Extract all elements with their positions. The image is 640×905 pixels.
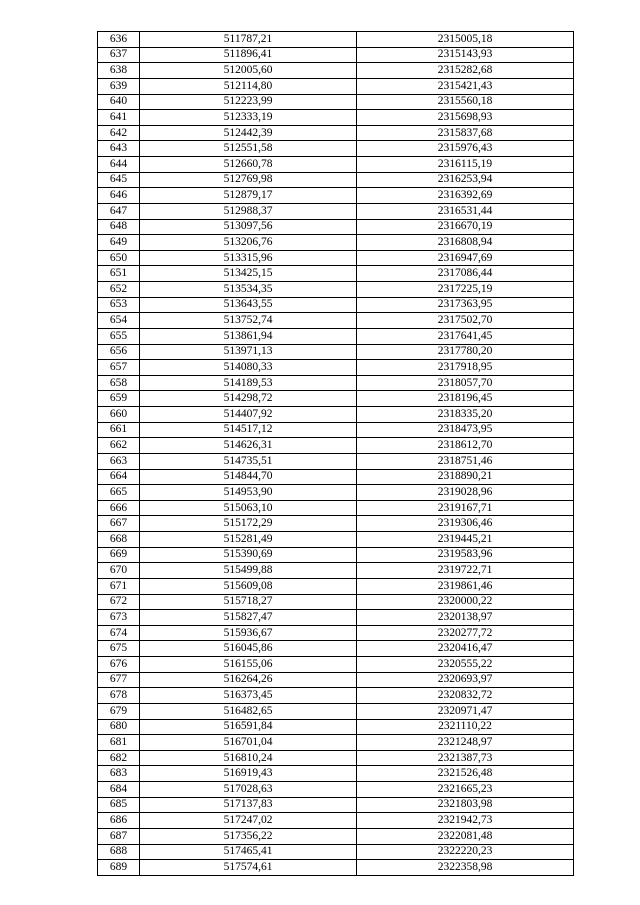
y-coordinate-cell: 2316808,94 <box>357 235 574 251</box>
table-row <box>98 32 574 48</box>
table-row <box>98 719 574 735</box>
x-coordinate-cell: 515172,29 <box>140 516 357 532</box>
x-coordinate-cell: 512223,99 <box>140 94 357 110</box>
y-coordinate-cell: 2321387,73 <box>357 750 574 766</box>
table-row <box>98 594 574 610</box>
table-row <box>98 344 574 360</box>
point-number-cell: 681 <box>98 735 140 751</box>
table-row <box>98 782 574 798</box>
y-coordinate-cell: 2318751,46 <box>357 453 574 469</box>
point-number-cell: 652 <box>98 282 140 298</box>
point-number-cell: 676 <box>98 657 140 673</box>
table-row <box>98 657 574 673</box>
y-coordinate-cell: 2317918,95 <box>357 360 574 376</box>
table-row <box>98 266 574 282</box>
point-number-cell: 650 <box>98 250 140 266</box>
x-coordinate-cell: 513097,56 <box>140 219 357 235</box>
y-coordinate-cell: 2318612,70 <box>357 438 574 454</box>
point-number-cell: 646 <box>98 188 140 204</box>
x-coordinate-cell: 516373,45 <box>140 688 357 704</box>
table-row <box>98 578 574 594</box>
point-number-cell: 687 <box>98 828 140 844</box>
point-number-cell: 674 <box>98 625 140 641</box>
x-coordinate-cell: 516482,65 <box>140 703 357 719</box>
table-row <box>98 125 574 141</box>
table-row <box>98 485 574 501</box>
table-row <box>98 500 574 516</box>
table-row <box>98 282 574 298</box>
x-coordinate-cell: 512005,60 <box>140 63 357 79</box>
point-number-cell: 657 <box>98 360 140 376</box>
coordinates-table <box>97 31 574 876</box>
x-coordinate-cell: 513971,13 <box>140 344 357 360</box>
x-coordinate-cell: 513425,15 <box>140 266 357 282</box>
y-coordinate-cell: 2316670,19 <box>357 219 574 235</box>
point-number-cell: 636 <box>98 32 140 48</box>
point-number-cell: 655 <box>98 328 140 344</box>
table-row <box>98 422 574 438</box>
y-coordinate-cell: 2319861,46 <box>357 578 574 594</box>
x-coordinate-cell: 515063,10 <box>140 500 357 516</box>
y-coordinate-cell: 2320138,97 <box>357 610 574 626</box>
y-coordinate-cell: 2322358,98 <box>357 860 574 876</box>
y-coordinate-cell: 2317363,95 <box>357 297 574 313</box>
table-row <box>98 63 574 79</box>
y-coordinate-cell: 2315560,18 <box>357 94 574 110</box>
x-coordinate-cell: 517247,02 <box>140 813 357 829</box>
y-coordinate-cell: 2318057,70 <box>357 375 574 391</box>
y-coordinate-cell: 2322081,48 <box>357 828 574 844</box>
table-row <box>98 547 574 563</box>
x-coordinate-cell: 517574,61 <box>140 860 357 876</box>
table-row <box>98 407 574 423</box>
x-coordinate-cell: 513752,74 <box>140 313 357 329</box>
x-coordinate-cell: 514953,90 <box>140 485 357 501</box>
x-coordinate-cell: 516919,43 <box>140 766 357 782</box>
x-coordinate-cell: 514407,92 <box>140 407 357 423</box>
y-coordinate-cell: 2315837,68 <box>357 125 574 141</box>
x-coordinate-cell: 515609,08 <box>140 578 357 594</box>
x-coordinate-cell: 512879,17 <box>140 188 357 204</box>
y-coordinate-cell: 2322220,23 <box>357 844 574 860</box>
point-number-cell: 660 <box>98 407 140 423</box>
x-coordinate-cell: 517028,63 <box>140 782 357 798</box>
point-number-cell: 680 <box>98 719 140 735</box>
table-row <box>98 250 574 266</box>
y-coordinate-cell: 2320416,47 <box>357 641 574 657</box>
point-number-cell: 654 <box>98 313 140 329</box>
y-coordinate-cell: 2317641,45 <box>357 328 574 344</box>
x-coordinate-cell: 512333,19 <box>140 110 357 126</box>
table-row <box>98 188 574 204</box>
table-row <box>98 625 574 641</box>
table-row <box>98 828 574 844</box>
x-coordinate-cell: 514517,12 <box>140 422 357 438</box>
point-number-cell: 677 <box>98 672 140 688</box>
table-row <box>98 391 574 407</box>
x-coordinate-cell: 517137,83 <box>140 797 357 813</box>
table-row <box>98 235 574 251</box>
point-number-cell: 641 <box>98 110 140 126</box>
table-row <box>98 610 574 626</box>
table-row <box>98 297 574 313</box>
point-number-cell: 683 <box>98 766 140 782</box>
y-coordinate-cell: 2320000,22 <box>357 594 574 610</box>
x-coordinate-cell: 512442,39 <box>140 125 357 141</box>
y-coordinate-cell: 2317225,19 <box>357 282 574 298</box>
point-number-cell: 638 <box>98 63 140 79</box>
table-row <box>98 141 574 157</box>
point-number-cell: 679 <box>98 703 140 719</box>
y-coordinate-cell: 2316947,69 <box>357 250 574 266</box>
y-coordinate-cell: 2319722,71 <box>357 563 574 579</box>
x-coordinate-cell: 512988,37 <box>140 203 357 219</box>
y-coordinate-cell: 2321665,23 <box>357 782 574 798</box>
point-number-cell: 645 <box>98 172 140 188</box>
x-coordinate-cell: 514080,33 <box>140 360 357 376</box>
y-coordinate-cell: 2315976,43 <box>357 141 574 157</box>
x-coordinate-cell: 511787,21 <box>140 32 357 48</box>
x-coordinate-cell: 516045,86 <box>140 641 357 657</box>
table-row <box>98 516 574 532</box>
table-row <box>98 688 574 704</box>
x-coordinate-cell: 515936,67 <box>140 625 357 641</box>
y-coordinate-cell: 2317086,44 <box>357 266 574 282</box>
point-number-cell: 672 <box>98 594 140 610</box>
table-row <box>98 203 574 219</box>
point-number-cell: 637 <box>98 47 140 63</box>
table-row <box>98 94 574 110</box>
point-number-cell: 682 <box>98 750 140 766</box>
x-coordinate-cell: 516810,24 <box>140 750 357 766</box>
table-row <box>98 750 574 766</box>
point-number-cell: 684 <box>98 782 140 798</box>
point-number-cell: 642 <box>98 125 140 141</box>
table-row <box>98 375 574 391</box>
point-number-cell: 659 <box>98 391 140 407</box>
x-coordinate-cell: 515390,69 <box>140 547 357 563</box>
y-coordinate-cell: 2321942,73 <box>357 813 574 829</box>
y-coordinate-cell: 2320555,22 <box>357 657 574 673</box>
y-coordinate-cell: 2318335,20 <box>357 407 574 423</box>
y-coordinate-cell: 2321803,98 <box>357 797 574 813</box>
table-row <box>98 110 574 126</box>
y-coordinate-cell: 2319028,96 <box>357 485 574 501</box>
point-number-cell: 658 <box>98 375 140 391</box>
y-coordinate-cell: 2319306,46 <box>357 516 574 532</box>
table-row <box>98 78 574 94</box>
x-coordinate-cell: 513643,55 <box>140 297 357 313</box>
point-number-cell: 670 <box>98 563 140 579</box>
y-coordinate-cell: 2316115,19 <box>357 157 574 173</box>
x-coordinate-cell: 517465,41 <box>140 844 357 860</box>
table-row <box>98 313 574 329</box>
table-row <box>98 672 574 688</box>
point-number-cell: 647 <box>98 203 140 219</box>
y-coordinate-cell: 2321110,22 <box>357 719 574 735</box>
coordinates-table-body <box>98 32 574 876</box>
x-coordinate-cell: 516155,06 <box>140 657 357 673</box>
y-coordinate-cell: 2319167,71 <box>357 500 574 516</box>
y-coordinate-cell: 2321526,48 <box>357 766 574 782</box>
table-row <box>98 532 574 548</box>
table-row <box>98 641 574 657</box>
table-row <box>98 766 574 782</box>
y-coordinate-cell: 2317780,20 <box>357 344 574 360</box>
point-number-cell: 661 <box>98 422 140 438</box>
x-coordinate-cell: 512660,78 <box>140 157 357 173</box>
y-coordinate-cell: 2315143,93 <box>357 47 574 63</box>
point-number-cell: 649 <box>98 235 140 251</box>
point-number-cell: 662 <box>98 438 140 454</box>
x-coordinate-cell: 514844,70 <box>140 469 357 485</box>
point-number-cell: 648 <box>98 219 140 235</box>
y-coordinate-cell: 2321248,97 <box>357 735 574 751</box>
y-coordinate-cell: 2315282,68 <box>357 63 574 79</box>
y-coordinate-cell: 2315421,43 <box>357 78 574 94</box>
point-number-cell: 644 <box>98 157 140 173</box>
point-number-cell: 663 <box>98 453 140 469</box>
point-number-cell: 640 <box>98 94 140 110</box>
table-row <box>98 844 574 860</box>
y-coordinate-cell: 2316253,94 <box>357 172 574 188</box>
x-coordinate-cell: 513534,35 <box>140 282 357 298</box>
point-number-cell: 665 <box>98 485 140 501</box>
y-coordinate-cell: 2320277,72 <box>357 625 574 641</box>
point-number-cell: 689 <box>98 860 140 876</box>
table-row <box>98 172 574 188</box>
table-row <box>98 328 574 344</box>
table-row <box>98 219 574 235</box>
point-number-cell: 639 <box>98 78 140 94</box>
y-coordinate-cell: 2319445,21 <box>357 532 574 548</box>
y-coordinate-cell: 2317502,70 <box>357 313 574 329</box>
y-coordinate-cell: 2320971,47 <box>357 703 574 719</box>
x-coordinate-cell: 511896,41 <box>140 47 357 63</box>
point-number-cell: 678 <box>98 688 140 704</box>
y-coordinate-cell: 2319583,96 <box>357 547 574 563</box>
point-number-cell: 664 <box>98 469 140 485</box>
x-coordinate-cell: 516701,04 <box>140 735 357 751</box>
table-row <box>98 360 574 376</box>
y-coordinate-cell: 2318473,95 <box>357 422 574 438</box>
point-number-cell: 686 <box>98 813 140 829</box>
point-number-cell: 643 <box>98 141 140 157</box>
x-coordinate-cell: 515281,49 <box>140 532 357 548</box>
y-coordinate-cell: 2315005,18 <box>357 32 574 48</box>
x-coordinate-cell: 515827,47 <box>140 610 357 626</box>
table-row <box>98 703 574 719</box>
point-number-cell: 651 <box>98 266 140 282</box>
table-row <box>98 157 574 173</box>
y-coordinate-cell: 2318196,45 <box>357 391 574 407</box>
point-number-cell: 666 <box>98 500 140 516</box>
point-number-cell: 669 <box>98 547 140 563</box>
x-coordinate-cell: 514626,31 <box>140 438 357 454</box>
table-row <box>98 797 574 813</box>
y-coordinate-cell: 2316392,69 <box>357 188 574 204</box>
x-coordinate-cell: 515718,27 <box>140 594 357 610</box>
point-number-cell: 671 <box>98 578 140 594</box>
x-coordinate-cell: 514298,72 <box>140 391 357 407</box>
point-number-cell: 673 <box>98 610 140 626</box>
x-coordinate-cell: 516264,26 <box>140 672 357 688</box>
x-coordinate-cell: 514189,53 <box>140 375 357 391</box>
x-coordinate-cell: 513315,96 <box>140 250 357 266</box>
y-coordinate-cell: 2320832,72 <box>357 688 574 704</box>
point-number-cell: 688 <box>98 844 140 860</box>
y-coordinate-cell: 2316531,44 <box>357 203 574 219</box>
x-coordinate-cell: 512551,58 <box>140 141 357 157</box>
table-row <box>98 860 574 876</box>
x-coordinate-cell: 512114,80 <box>140 78 357 94</box>
y-coordinate-cell: 2318890,21 <box>357 469 574 485</box>
x-coordinate-cell: 515499,88 <box>140 563 357 579</box>
table-row <box>98 438 574 454</box>
x-coordinate-cell: 512769,98 <box>140 172 357 188</box>
point-number-cell: 653 <box>98 297 140 313</box>
point-number-cell: 668 <box>98 532 140 548</box>
x-coordinate-cell: 516591,84 <box>140 719 357 735</box>
table-row <box>98 469 574 485</box>
point-number-cell: 656 <box>98 344 140 360</box>
point-number-cell: 675 <box>98 641 140 657</box>
y-coordinate-cell: 2320693,97 <box>357 672 574 688</box>
table-row <box>98 47 574 63</box>
x-coordinate-cell: 517356,22 <box>140 828 357 844</box>
x-coordinate-cell: 514735,51 <box>140 453 357 469</box>
x-coordinate-cell: 513206,76 <box>140 235 357 251</box>
table-row <box>98 453 574 469</box>
x-coordinate-cell: 513861,94 <box>140 328 357 344</box>
y-coordinate-cell: 2315698,93 <box>357 110 574 126</box>
point-number-cell: 685 <box>98 797 140 813</box>
table-row <box>98 813 574 829</box>
point-number-cell: 667 <box>98 516 140 532</box>
table-row <box>98 563 574 579</box>
table-row <box>98 735 574 751</box>
